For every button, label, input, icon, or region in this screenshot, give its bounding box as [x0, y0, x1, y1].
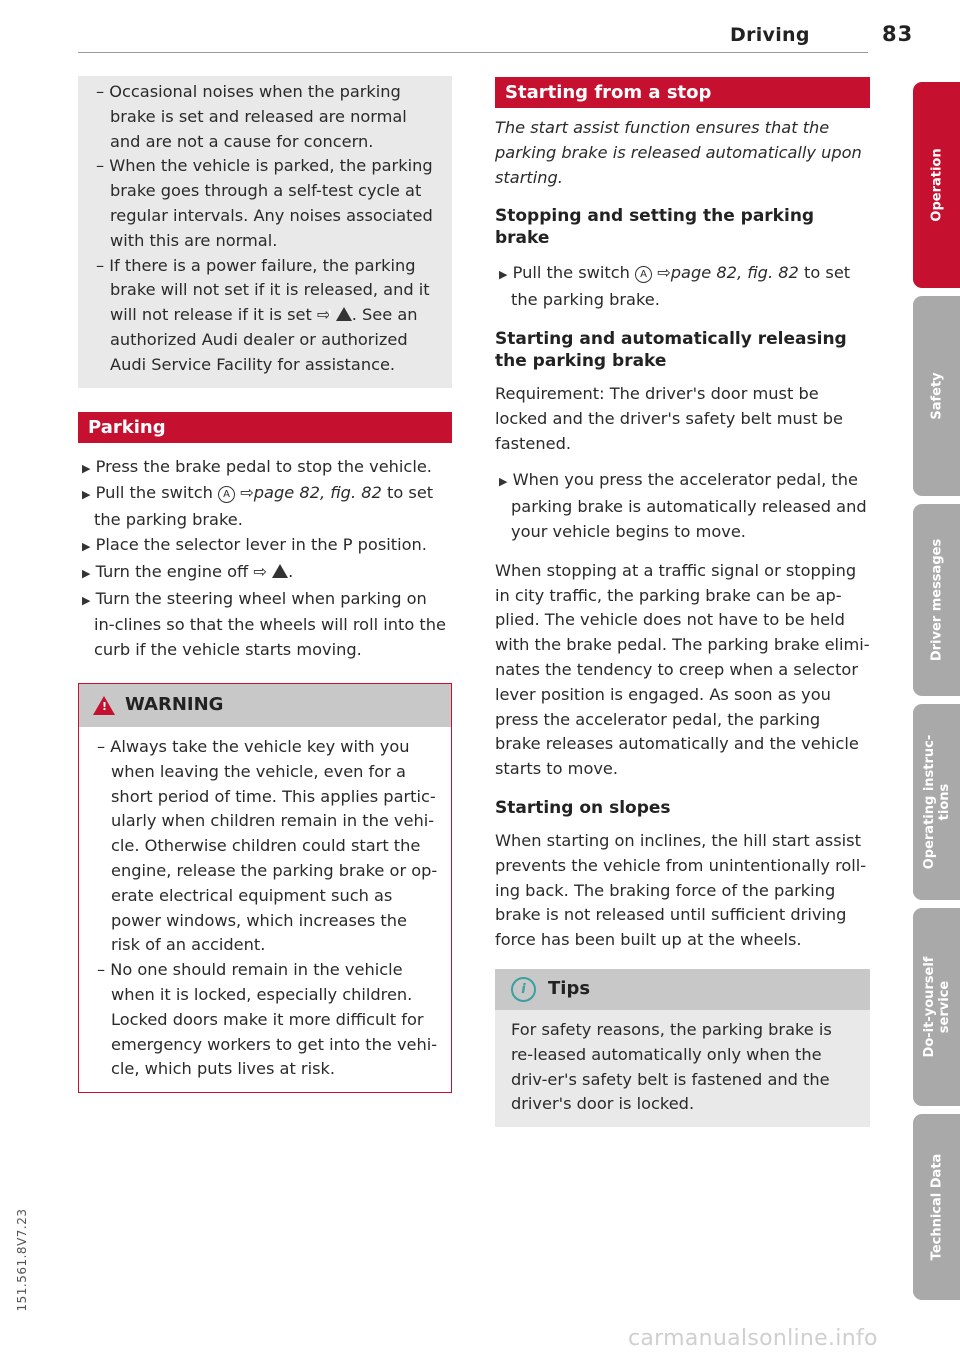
watermark: carmanualsonline.info	[628, 1326, 878, 1351]
page-number: 83	[882, 22, 914, 46]
tab-driver-messages[interactable]: Driver messages	[913, 504, 960, 696]
switch-a-icon: A	[635, 266, 652, 283]
right-column	[495, 77, 870, 1127]
subheading-slopes: Starting on slopes	[495, 797, 671, 818]
tips-box	[495, 969, 870, 1127]
header-rule	[78, 52, 868, 53]
warning-symbol-icon	[272, 564, 288, 578]
header-section-title: Driving	[730, 24, 810, 46]
tips-body	[495, 1010, 870, 1127]
warning-item: – No one should remain in the vehicle when it is locked, especially children. Locked doors make it more difficult for emergency workers to get into the vehi-cle, which puts lives at risk.	[97, 960, 438, 1079]
step-item: ▶ Pull the switch A ⇨page 82, fig. 82 to set the parking brake.	[82, 483, 434, 530]
note-item: – Occasional noises when the parking brake is set and released are normal and are not a cause for concern.	[96, 82, 407, 151]
requirement-text: Requirement: The driver's door must be locked and the driver's safety belt must be fastened.	[495, 383, 843, 453]
step-item: ▶ Turn the steering wheel when parking on in-clines so that the wheels will roll into the curb if the vehicle starts moving.	[82, 588, 446, 660]
section-heading: Starting from a stop	[495, 77, 870, 108]
tab-do-it-yourself-service[interactable]: Do-it-yourself service	[913, 908, 960, 1106]
subheading-stopping: Stopping and setting the parking brake	[495, 206, 815, 249]
note-item: – When the vehicle is parked, the parking brake goes through a self-test cycle at regular intervals. Any noises associated with this are normal.	[96, 156, 433, 250]
warning-title: WARNING	[125, 694, 224, 716]
tab-technical-data[interactable]: Technical Data	[913, 1114, 960, 1300]
note-item: – If there is a power failure, the parking brake will not set if it is released, and it will not release if it is set ⇨ ! . See an authorized Audi dealer or authorized Audi Service Facility for assistance.	[92, 254, 440, 378]
body-paragraph: When stopping at a traffic signal or stopping in city traffic, the parking brake can be ap-plied. The vehicle does not have to be held with the brake pedal. The parking brake elimi-nates the tendency to creep when a selector lever position is engaged. As soon as you press the accelerator pedal, the parking brake releases automatically and the vehicle starts to move.	[495, 560, 870, 779]
tab-operation[interactable]: Operation	[913, 82, 960, 288]
tab-safety[interactable]: Safety	[913, 296, 960, 496]
warning-item: – Always take the vehicle key with you when leaving the vehicle, even for a short period of time. This applies partic-ularly when children remain in the vehi-cle. Otherwise children could start the engine, release the parking brake or op-erate electrical equipment such as power windows, which increases the risk of an accident.	[97, 736, 438, 955]
info-icon: i	[511, 977, 536, 1002]
page-reference-link[interactable]: page 82, fig. 82	[253, 483, 382, 503]
warning-symbol-icon	[336, 307, 352, 321]
warning-body	[79, 727, 451, 1092]
tips-header	[495, 969, 870, 1010]
body-paragraph: When starting on inclines, the hill start assist prevents the vehicle from unintentionally roll-ing back. The braking force of the parking brake is not released until sufficient driving force has been built up at the wheels.	[495, 830, 867, 950]
page-reference-link[interactable]: page 82, fig. 82	[670, 263, 799, 283]
parking-steps	[78, 455, 452, 663]
left-column	[78, 76, 452, 1093]
step-item: ▶ Turn the engine off ⇨ ! .	[78, 560, 452, 587]
step-item: ▶ Press the brake pedal to stop the vehicle.	[82, 456, 432, 476]
tips-text: For safety reasons, the parking brake is re-leased automatically only when the driv-er's safety belt is fastened and the driver's door is locked.	[511, 1019, 832, 1114]
section-intro: The start assist function ensures that the parking brake is released automatically upon starting.	[495, 118, 862, 187]
tips-title: Tips	[548, 978, 591, 1000]
switch-a-icon: A	[218, 486, 235, 503]
warning-triangle-icon	[93, 696, 115, 715]
subheading-starting: Starting and automatically releasing the parking brake	[495, 328, 847, 371]
step-item: ▶ Place the selector lever in the P position.	[82, 534, 427, 554]
warning-header	[79, 684, 451, 727]
step-item: ▶ Pull the switch A ⇨page 82, fig. 82 to set the parking brake.	[499, 263, 851, 310]
warning-box	[78, 683, 452, 1093]
tab-operating-instructions[interactable]: Operating instruc-tions	[913, 704, 960, 900]
notes-box	[78, 76, 452, 388]
side-document-code: 151.561.8V7.23	[15, 1208, 29, 1312]
step-item: ▶ When you press the accelerator pedal, the parking brake is automatically released and your vehicle begins to move.	[499, 470, 867, 541]
parking-heading: Parking	[78, 412, 452, 443]
